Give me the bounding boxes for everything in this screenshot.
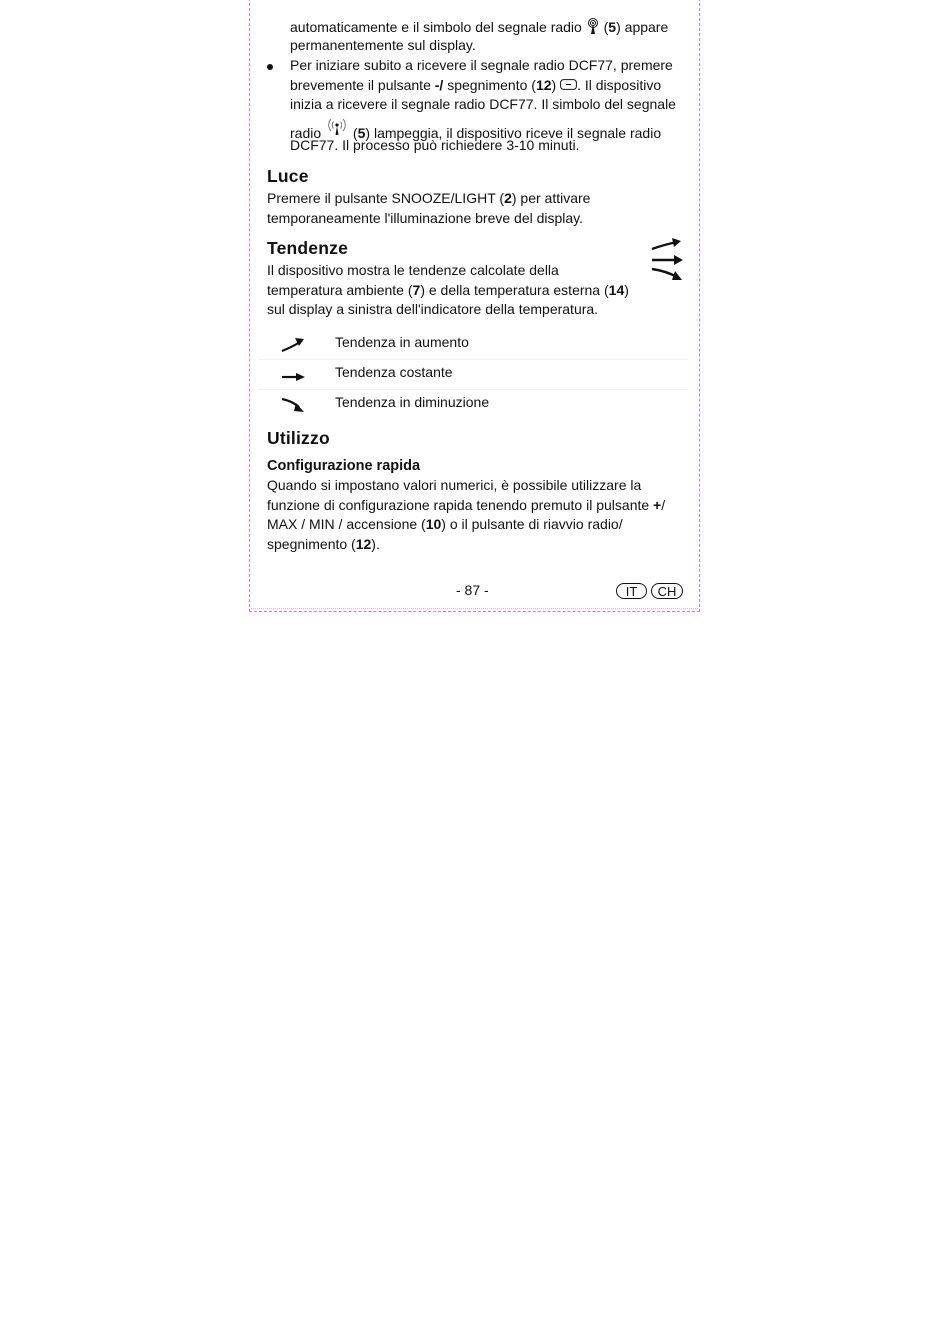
lang-badge-it: IT bbox=[616, 583, 647, 599]
trend-label-steady: Tendenza costante bbox=[335, 364, 453, 380]
utilizzo-heading: Utilizzo bbox=[267, 428, 330, 448]
trend-label-falling: Tendenza in diminuzione bbox=[335, 394, 490, 410]
page-number: - 87 - bbox=[456, 582, 489, 598]
intro-line-1: automaticamente e il simbolo del segnale radio (5) appare bbox=[290, 19, 669, 35]
arrow-right-icon bbox=[280, 363, 308, 385]
bullet-dot bbox=[267, 64, 273, 70]
trend-row-rising bbox=[258, 329, 688, 360]
arrow-down-right-icon bbox=[280, 393, 308, 415]
luce-line-2: temporaneamente l'illuminazione breve del display. bbox=[267, 210, 584, 226]
luce-line-1: Premere il pulsante SNOOZE/LIGHT (2) per attivare bbox=[267, 190, 591, 206]
utilizzo-line-3: MAX / MIN / accensione (10) o il pulsante di riavvio radio/ bbox=[267, 516, 623, 532]
trend-row-falling bbox=[258, 389, 688, 419]
minus-button-icon bbox=[560, 79, 577, 90]
utilizzo-line-2: funzione di configurazione rapida tenendo premuto il pulsante +/ bbox=[267, 497, 666, 513]
tendenze-line-3: sul display a sinistra dell'indicatore della temperatura. bbox=[267, 301, 599, 317]
bullet-line-5: DCF77. Il processo può richiedere 3-10 minuti. bbox=[290, 137, 580, 153]
lang-badge-ch: CH bbox=[651, 583, 683, 599]
tendenze-heading: Tendenze bbox=[267, 238, 349, 258]
utilizzo-line-1: Quando si impostano valori numerici, è possibile utilizzare la bbox=[267, 477, 642, 493]
tendenze-line-2: temperatura ambiente (7) e della temperatura esterna (14) bbox=[267, 282, 629, 298]
utilizzo-line-4: spegnimento (12). bbox=[267, 536, 380, 552]
luce-heading: Luce bbox=[267, 166, 309, 186]
tendenze-line-1: Il dispositivo mostra le tendenze calcolate della bbox=[267, 262, 559, 278]
bullet-line-2: brevemente il pulsante -/ spegnimento (12) . Il dispositivo bbox=[290, 77, 662, 93]
trend-label-rising: Tendenza in aumento bbox=[335, 334, 469, 350]
bullet-line-3: inizia a ricevere il segnale radio DCF77. Il simbolo del segnale bbox=[290, 96, 676, 112]
trend-row-steady bbox=[258, 359, 688, 390]
arrow-up-right-icon bbox=[280, 333, 308, 355]
bullet-line-1: Per iniziare subito a ricevere il segnale radio DCF77, premere bbox=[290, 57, 673, 73]
bullet-line-4: radio (5) lampeggia, il dispositivo riceve il segnale radio bbox=[290, 116, 661, 141]
intro-line-2: permanentemente sul display. bbox=[290, 37, 476, 53]
configurazione-rapida-subheading: Configurazione rapida bbox=[267, 458, 421, 474]
radio-signal-waves-icon bbox=[325, 116, 349, 136]
radio-signal-icon bbox=[586, 18, 600, 34]
trend-arrows-icon bbox=[648, 236, 686, 286]
